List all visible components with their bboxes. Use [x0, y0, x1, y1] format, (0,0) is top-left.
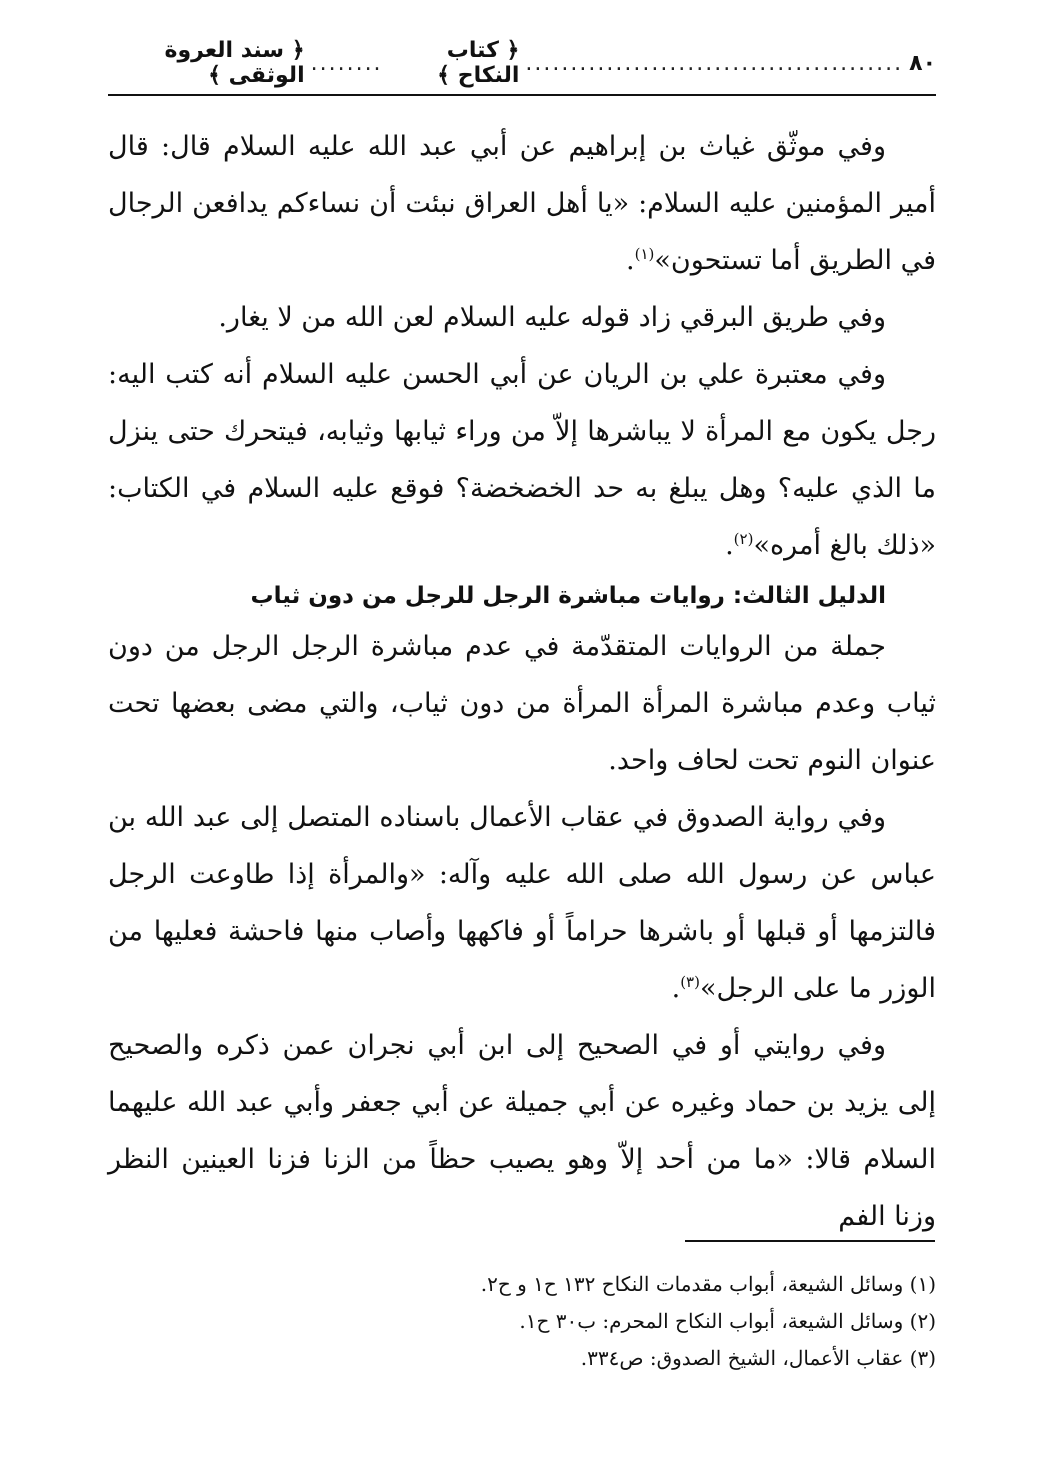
- leader-dots-short: ........: [310, 50, 383, 76]
- running-head: [108, 38, 936, 88]
- footnote-item: (١) وسائل الشيعة، أبواب مقدمات النكاح ١٣٢ ح١ و ح٢.: [480, 1272, 936, 1296]
- body-text: [108, 118, 936, 1245]
- footnote-item: (٣) عقاب الأعمال، الشيخ الصدوق: ص٣٣٤.: [580, 1346, 936, 1370]
- footnote-ref: (٣): [680, 973, 700, 991]
- footnote-ref: (١): [634, 245, 655, 263]
- paragraph: وفي طريق البرقي زاد قوله عليه السلام لعن الله من لا يغار.: [218, 302, 886, 333]
- paragraph: وفي موثّق غياث بن إبراهيم عن أبي عبد الله عليه السلام قال: قال أمير المؤمنين عليه السلام: «يا أهل العراق نبئت أن نساءكم يدافعن الرجال في الطريق أما تستحون»$^{(١)}$.: [108, 131, 936, 276]
- page-number: ٨٠: [909, 50, 936, 76]
- book-title: ﴿ سند العروة الوثقى ﴾: [164, 38, 305, 88]
- footnote-item: (٢) وسائل الشيعة، أبواب النكاح المحرم: ب٣٠ ح١.: [519, 1309, 936, 1333]
- footnote-rule: [685, 1240, 935, 1242]
- footnote-ref: (٢): [733, 530, 754, 548]
- chapter-title: ﴿ كتاب النكاح ﴾: [437, 38, 520, 88]
- footnotes: [108, 1266, 936, 1377]
- paragraph: وفي روايتي أو في الصحيح إلى ابن أبي نجران عمن ذكره والصحيح إلى يزيد بن حماد وغيره عن أبي جميلة عن أبي جعفر وأبي عبد الله عليهما السلام قالا: «ما من أحد إلاّ وهو يصيب حظاً من الزنا فزنا العينين النظر وزنا الفم: [108, 1030, 936, 1232]
- paragraph: وفي رواية الصدوق في عقاب الأعمال باسناده المتصل إلى عبد الله بن عباس عن رسول الله صلى الله عليه وآله: «والمرأة إذا طاوعت الرجل فالتزمها أو قبلها أو باشرها حراماً أو فاكهها وأصاب منها فاحشة فعليها من الوزر ما على الرجل»$^{(٣)}$.: [108, 802, 936, 1004]
- section-heading: الدليل الثالث: روايات مباشرة الرجل للرجل من دون ثياب: [250, 583, 886, 609]
- header-rule: [108, 94, 936, 96]
- paragraph: جملة من الروايات المتقدّمة في عدم مباشرة الرجل الرجل من دون ثياب وعدم مباشرة المرأة المرأة من دون ثياب، والتي مضى بعضها تحت عنوان النوم تحت لحاف واحد.: [108, 631, 936, 776]
- leader-dots: ..........................................: [525, 50, 904, 76]
- paragraph: وفي معتبرة علي بن الريان عن أبي الحسن عليه السلام أنه كتب اليه: رجل يكون مع المرأة لا يباشرها إلاّ من وراء ثيابها وثيابه، فيتحرك حتى ينزل ما الذي عليه؟ وهل يبلغ به حد الخضخضة؟ فوقع عليه السلام في الكتاب: «ذلك بالغ أمره»$^{(٢)}$.: [108, 359, 936, 561]
